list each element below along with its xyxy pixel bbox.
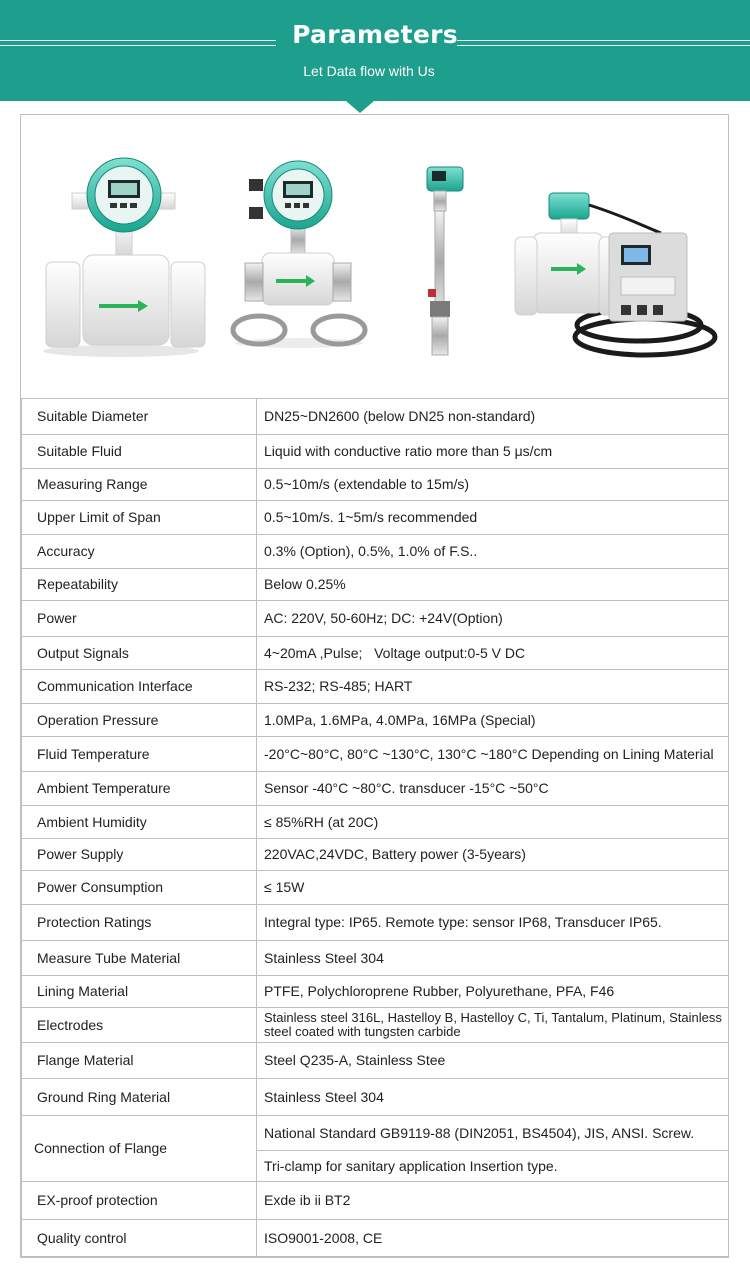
spec-label: Accuracy: [22, 535, 257, 569]
sanitary-tri-clamp-flowmeter: [233, 161, 365, 348]
table-row: [22, 569, 729, 601]
table-row: [22, 469, 729, 501]
spec-label: Suitable Fluid: [22, 435, 257, 469]
table-row: [22, 737, 729, 772]
spec-label: Quality control: [22, 1220, 257, 1257]
product-photo: [21, 115, 728, 399]
spec-value: ≤ 15W: [257, 871, 729, 905]
spec-label: Communication Interface: [22, 670, 257, 704]
spec-value: Stainless steel 316L, Hastelloy B, Hastelloy C, Ti, Tantalum, Platinum, Stainless steel coated with tungsten carbide: [257, 1008, 729, 1043]
table-row: [22, 1220, 729, 1257]
spec-label: Repeatability: [22, 569, 257, 601]
spec-value: 0.3% (Option), 0.5%, 1.0% of F.S..: [257, 535, 729, 569]
table-row: [22, 905, 729, 941]
spec-value: PTFE, Polychloroprene Rubber, Polyurethane, PFA, F46: [257, 976, 729, 1008]
table-row: [22, 1043, 729, 1079]
spec-value: ISO9001-2008, CE: [257, 1220, 729, 1257]
spec-value: 1.0MPa, 1.6MPa, 4.0MPa, 16MPa (Special): [257, 704, 729, 737]
table-row: [22, 704, 729, 737]
spec-value: RS-232; RS-485; HART: [257, 670, 729, 704]
spec-value: National Standard GB9119-88 (DIN2051, BS4504), JIS, ANSI. Screw.: [257, 1116, 729, 1151]
spec-label: Flange Material: [22, 1043, 257, 1079]
spec-label: Upper Limit of Span: [22, 501, 257, 535]
spec-label: Connection of Flange: [22, 1116, 257, 1182]
table-row: [22, 1116, 729, 1151]
flanged-flowmeter: [43, 158, 205, 357]
spec-label: Measuring Range: [22, 469, 257, 501]
spec-value: Liquid with conductive ratio more than 5 μs/cm: [257, 435, 729, 469]
spec-label: Suitable Diameter: [22, 399, 257, 435]
table-row: [22, 1182, 729, 1220]
insertion-flowmeter: [427, 167, 463, 355]
spec-value: 0.5~10m/s (extendable to 15m/s): [257, 469, 729, 501]
spec-value: ≤ 85%RH (at 20C): [257, 806, 729, 839]
spec-label: Lining Material: [22, 976, 257, 1008]
table-row: [22, 772, 729, 806]
spec-label: Power Supply: [22, 839, 257, 871]
table-row: [22, 1079, 729, 1116]
spec-value: Stainless Steel 304: [257, 941, 729, 976]
spec-label: Output Signals: [22, 637, 257, 670]
banner-notch: [346, 101, 374, 113]
spec-value: Sensor -40°C ~80°C. transducer -15°C ~50°C: [257, 772, 729, 806]
spec-label: Ambient Temperature: [22, 772, 257, 806]
spec-label: Measure Tube Material: [22, 941, 257, 976]
spec-label: Protection Ratings: [22, 905, 257, 941]
spec-value: 4~20mA ,Pulse; Voltage output:0-5 V DC: [257, 637, 729, 670]
table-row: [22, 601, 729, 637]
spec-value: Below 0.25%: [257, 569, 729, 601]
table-row: [22, 976, 729, 1008]
spec-value: Integral type: IP65. Remote type: sensor IP68, Transducer IP65.: [257, 905, 729, 941]
spec-label: Ground Ring Material: [22, 1079, 257, 1116]
spec-value: AC: 220V, 50-60Hz; DC: +24V(Option): [257, 601, 729, 637]
spec-label: EX-proof protection: [22, 1182, 257, 1220]
table-row: [22, 399, 729, 435]
table-row: [22, 435, 729, 469]
spec-label: Ambient Humidity: [22, 806, 257, 839]
spec-value: 220VAC,24VDC, Battery power (3-5years): [257, 839, 729, 871]
table-row: [22, 839, 729, 871]
spec-label: Fluid Temperature: [22, 737, 257, 772]
table-row: [22, 941, 729, 976]
spec-value: 0.5~10m/s. 1~5m/s recommended: [257, 501, 729, 535]
table-row: [22, 637, 729, 670]
spec-label: Power: [22, 601, 257, 637]
spec-value: Tri-clamp for sanitary application Insertion type.: [257, 1151, 729, 1182]
remote-type-flowmeter: [515, 193, 715, 355]
table-row: [22, 806, 729, 839]
spec-value: Stainless Steel 304: [257, 1079, 729, 1116]
table-row: [22, 501, 729, 535]
spec-value: DN25~DN2600 (below DN25 non-standard): [257, 399, 729, 435]
spec-value: Steel Q235-A, Stainless Stee: [257, 1043, 729, 1079]
page-subtitle: Let Data flow with Us: [303, 63, 435, 79]
page-title: Parameters: [292, 20, 458, 49]
table-row: [22, 871, 729, 905]
spec-label: Power Consumption: [22, 871, 257, 905]
header-banner: [0, 0, 750, 101]
table-row: [22, 670, 729, 704]
spec-label: Electrodes: [22, 1008, 257, 1043]
table-row: [22, 1008, 729, 1043]
spec-table: [21, 398, 729, 1257]
spec-value: Exde ib ii BT2: [257, 1182, 729, 1220]
spec-label: Operation Pressure: [22, 704, 257, 737]
table-row: [22, 535, 729, 569]
spec-value: -20°C~80°C, 80°C ~130°C, 130°C ~180°C Depending on Lining Material: [257, 737, 729, 772]
